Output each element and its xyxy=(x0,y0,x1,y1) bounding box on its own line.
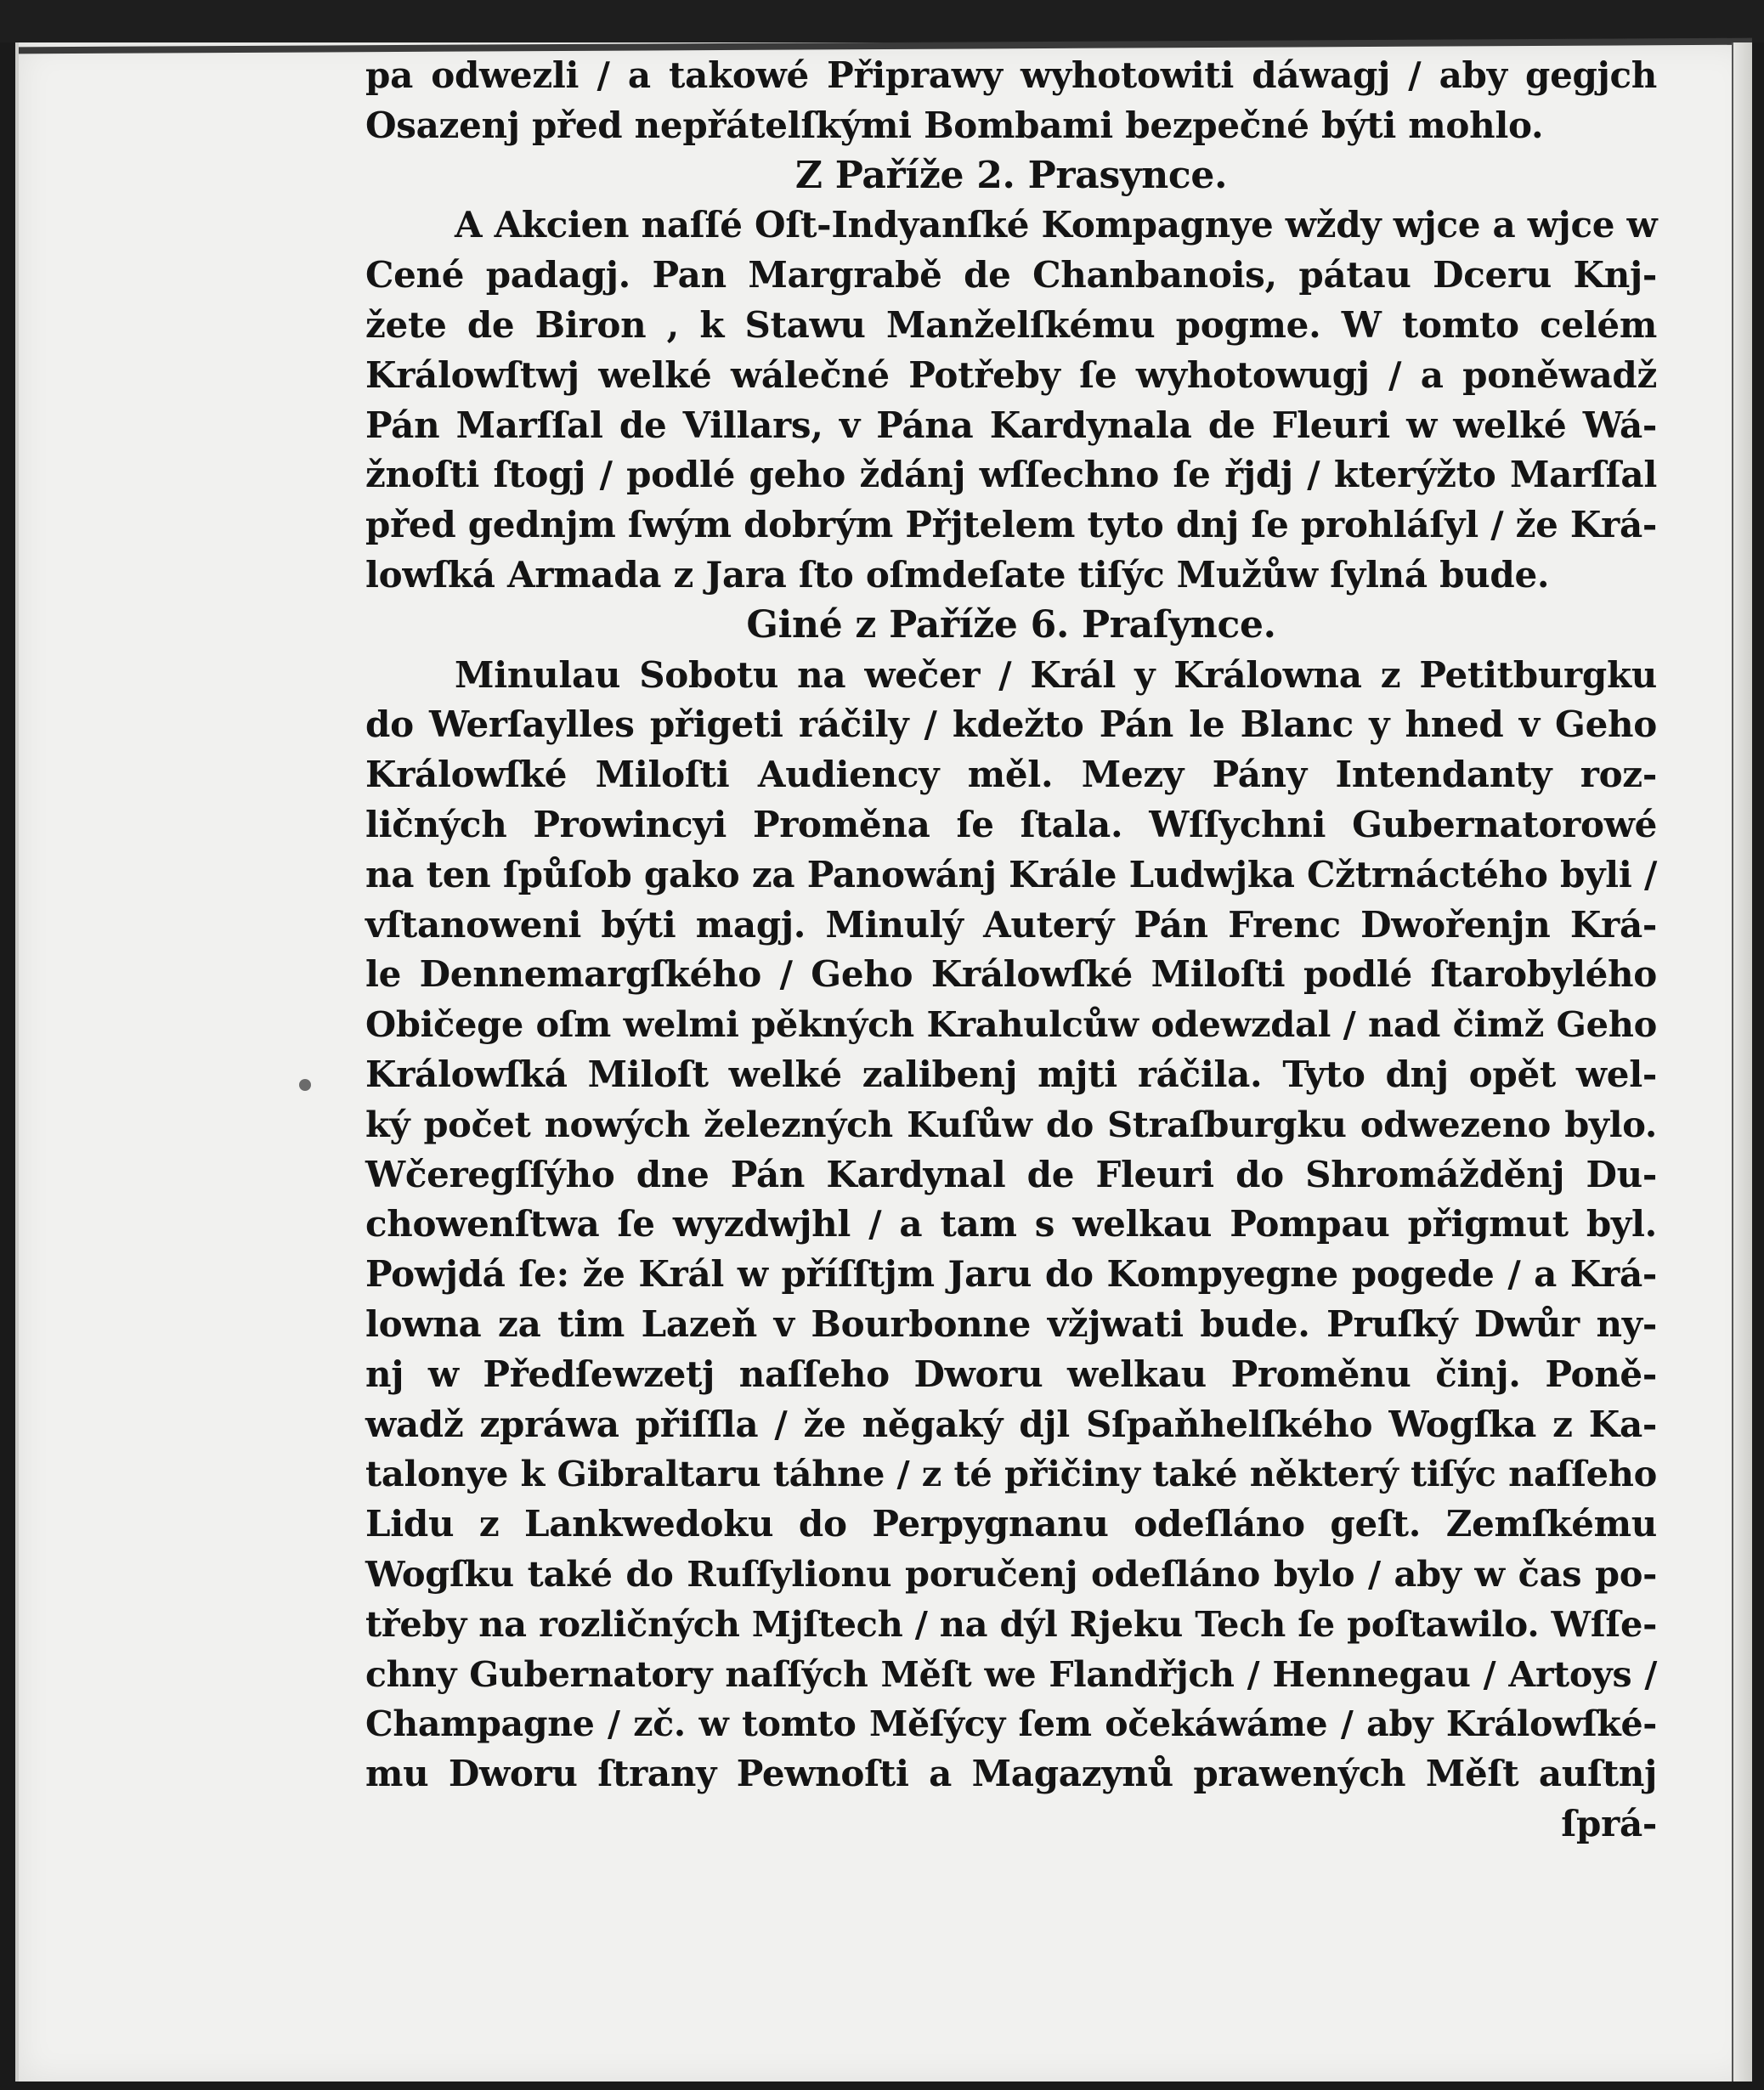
text-line: le Dennemargſkého / Geho Králowſké Miloſti podlé ſtarobylého xyxy=(365,953,1657,996)
text-line: mu Dworu ſtrany Pewnoſti a Magazynů prawených Měſt auſtnj xyxy=(365,1753,1657,1795)
text-line: žnoſti ſtogj / podlé geho ždánj wſſechno ſe řjdj / kterýžto Marſſal xyxy=(365,454,1657,496)
text-line: ličných Prowincyi Proměna ſe ſtala. Wſſychni Gubernatorowé xyxy=(365,803,1657,845)
section-heading: Giné z Paříže 6. Praſynce. xyxy=(746,602,1276,647)
text-line: lowna za tim Lazeň v Bourbonne vžjwati bude. Pruſký Dwůr ny- xyxy=(365,1302,1657,1345)
text-line: Minulau Sobotu na wečer / Král y Králowna z Petitburgku xyxy=(455,653,1657,696)
text-line: Králowſké Miloſti Audiency měl. Mezy Pány Intendanty roz- xyxy=(365,754,1657,796)
text-line: vſtanoweni býti magj. Minulý Auterý Pán Frenc Dwořenjn Krá- xyxy=(365,903,1657,946)
text-line: Osazenj před nepřátelſkými Bombami bezpečné býti mohlo. xyxy=(365,104,1544,146)
text-line: Wogſku také do Ruſſylionu poručenj odeſláno bylo / aby w čas po- xyxy=(365,1552,1657,1595)
text-line: lowſká Armada z Jara ſto oſmdeſate tiſýc Mužůw ſylná bude. xyxy=(365,553,1550,596)
scan-border xyxy=(0,0,1764,42)
text-line: A Akcien naſſé Oſt-Indyanſké Kompagnye wždy wjce a wjce w xyxy=(455,204,1658,246)
catchword: ſprá- xyxy=(1561,1802,1657,1844)
text-line: pa odwezli / a takowé Připrawy wyhotowiti dáwagj / aby gegjch xyxy=(365,54,1657,96)
text-line: talonye k Gibraltaru táhne / z té přičiny také některý tiſýc naſſeho xyxy=(365,1453,1657,1495)
text-line: před gednjm ſwým dobrým Přjtelem tyto dnj ſe prohláſyl / že Krá- xyxy=(365,504,1657,546)
text-line: ký počet nowých železných Kuſůw do Straſburgku odwezeno bylo. xyxy=(365,1103,1657,1145)
text-line: chny Gubernatory naſſých Měſt we Flandřjch / Hennegau / Artoys / xyxy=(365,1653,1657,1695)
text-line: nj w Předſewzetj naſſeho Dworu welkau Proměnu činj. Poně- xyxy=(365,1353,1657,1395)
text-line: Običege oſm welmi pěkných Krahulcůw odewzdal / nad čimž Geho xyxy=(365,1003,1657,1046)
text-line: třeby na rozličných Mjſtech / na dýl Rjeku Tech ſe poſtawilo. Wſſe- xyxy=(365,1602,1657,1645)
text-line: wadž zpráwa přiſſla / že něgaký djl Sſpaňhelſkého Wogſka z Ka- xyxy=(365,1403,1657,1445)
text-line: Champagne / zč. w tomto Měſýcy ſem očekáwáme / aby Králowſké- xyxy=(365,1703,1657,1745)
text-line: Lidu z Lankwedoku do Perpygnanu odeſláno geſt. Zemſkému xyxy=(365,1503,1657,1545)
text-line: Pán Marſſal de Villars, v Pána Kardynala de Fleuri w welké Wá- xyxy=(365,404,1657,446)
text-line: chowenſtwa ſe wyzdwjhl / a tam s welkau Pompau přigmut byl. xyxy=(365,1203,1657,1246)
page-text xyxy=(365,51,1657,1850)
text-line: na ten ſpůſob gako za Panowánj Krále Ludwjka Cžtrnáctého byli / xyxy=(365,853,1657,895)
text-line: Králowſtwj welké wálečné Potřeby ſe wyhotowugj / a poněwadž xyxy=(365,353,1657,396)
ink-spot xyxy=(299,1079,311,1091)
text-line: do Werſaylles přigeti ráčily / kdežto Pán le Blanc y hned v Geho xyxy=(365,703,1657,746)
text-line: Cené padagj. Pan Margrabě de Chanbanois, pátau Dceru Knj- xyxy=(365,254,1657,297)
text-line: Wčeregſſýho dne Pán Kardynal de Fleuri do Shromážděnj Du- xyxy=(365,1153,1657,1195)
text-line: Králowſká Miloſt welké zalibenj mjti ráčila. Tyto dnj opět wel- xyxy=(365,1053,1657,1095)
text-line: Powjdá ſe: že Král w příſſtjm Jaru do Kompyegne pogede / a Krá- xyxy=(365,1253,1657,1296)
page-right-edge xyxy=(1732,42,1752,2082)
section-heading: Z Paříže 2. Prasynce. xyxy=(794,153,1228,197)
text-line: žete de Biron , k Stawu Manželſkému pogme. W tomto celém xyxy=(365,303,1657,346)
